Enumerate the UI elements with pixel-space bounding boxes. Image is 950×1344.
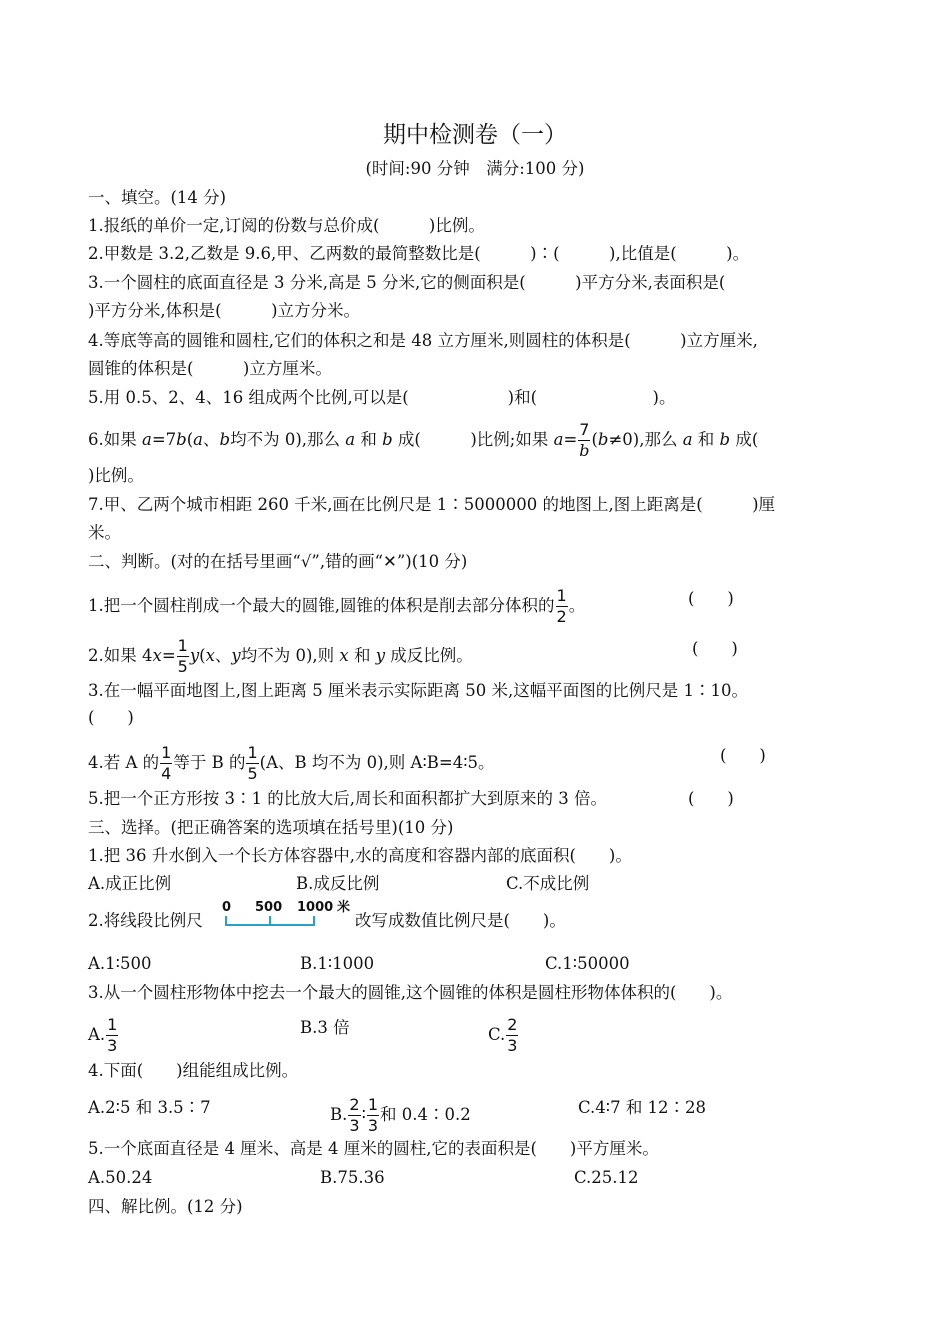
s3-q4-option-b[interactable]: B. $\frac{2}{3}$ ∶ $\frac{1}{3}$ 和 0.4∶0.2 bbox=[330, 1095, 471, 1135]
s1-question-7-line1: 7.甲、乙两个城市相距 260 千米,画在比例尺是 1∶5000000 的地图上,图上距离是( )厘 bbox=[88, 495, 776, 514]
s3-q2-option-c[interactable]: C.1∶50000 bbox=[545, 954, 630, 973]
page-title: 期中检测卷（一） bbox=[383, 122, 567, 148]
s3-q4-option-a[interactable]: A.2∶5 和 3.5∶7 bbox=[88, 1098, 211, 1117]
s2-question-2: 2.如果 4x= $\frac{1}{5}$ y(x、y均不为 0),则 x 和 y 成反比例。 bbox=[88, 636, 473, 676]
scale-label-500: 500 bbox=[255, 900, 283, 915]
s3-q2-option-b[interactable]: B.1∶1000 bbox=[300, 954, 375, 973]
s1-question-3-line2: )平方分米,体积是( )立方分米。 bbox=[88, 301, 361, 320]
section3-heading: 三、选择。(把正确答案的选项填在括号里)(10 分) bbox=[88, 818, 454, 837]
s2-question-1: 1.把一个圆柱削成一个最大的圆锥,圆锥的体积是削去部分体积的 $\frac{1}{2}$ 。 bbox=[88, 586, 586, 626]
s1-question-1: 1.报纸的单价一定,订阅的份数与总价成( )比例。 bbox=[88, 216, 485, 235]
s3-question-2-end: 改写成数值比例尺是( )。 bbox=[355, 911, 566, 930]
fraction-1-over-5: $\frac{1}{5}$ bbox=[247, 743, 258, 783]
fraction-1-over-2: $\frac{1}{2}$ bbox=[556, 586, 567, 626]
s1-question-4-line2: 圆锥的体积是( )立方厘米。 bbox=[88, 359, 332, 378]
s2-question-4: 4.若 A 的 $\frac{1}{4}$ 等于 B 的 $\frac{1}{5}$ (A、B 均不为 0),则 A∶B=4∶5。 bbox=[88, 743, 495, 783]
section4-heading: 四、解比例。(12 分) bbox=[88, 1197, 243, 1216]
s3-q1-option-c[interactable]: C.不成比例 bbox=[506, 874, 590, 893]
s3-q1-option-b[interactable]: B.成反比例 bbox=[296, 874, 380, 893]
fraction-1-over-5: $\frac{1}{5}$ bbox=[177, 636, 188, 676]
s3-q5-option-b[interactable]: B.75.36 bbox=[320, 1168, 385, 1187]
s2-answer-paren-3[interactable]: ( ) bbox=[88, 708, 134, 727]
s2-answer-paren-1[interactable]: ( ) bbox=[688, 589, 734, 608]
s3-question-2-start: 2.将线段比例尺 bbox=[88, 911, 203, 930]
s1-question-7-line2: 米。 bbox=[88, 523, 121, 542]
s3-q1-option-a[interactable]: A.成正比例 bbox=[88, 874, 172, 893]
fraction-1-over-3: $\frac{1}{3}$ bbox=[107, 1015, 118, 1055]
fraction-2-over-3: $\frac{2}{3}$ bbox=[349, 1095, 360, 1135]
section2-heading: 二、判断。(对的在括号里画“√”,错的画“✕”)(10 分) bbox=[88, 552, 468, 571]
fraction-7-over-b: $\frac{7}{b}$ bbox=[579, 420, 590, 460]
exam-subtitle: (时间:90 分钟 满分:100 分) bbox=[365, 159, 585, 178]
s2-question-5: 5.把一个正方形按 3∶1 的比放大后,周长和面积都扩大到原来的 3 倍。 bbox=[88, 789, 607, 808]
s2-answer-paren-2[interactable]: ( ) bbox=[692, 639, 738, 658]
s1-question-3-line1: 3.一个圆柱的底面直径是 3 分米,高是 5 分米,它的侧面积是( )平方分米,表面积是( bbox=[88, 273, 726, 292]
section1-heading: 一、填空。(14 分) bbox=[88, 188, 227, 207]
fraction-2-over-3: $\frac{2}{3}$ bbox=[507, 1015, 518, 1055]
s3-q2-option-a[interactable]: A.1∶500 bbox=[88, 954, 152, 973]
s3-question-5: 5.一个底面直径是 4 厘米、高是 4 厘米的圆柱,它的表面积是( )平方厘米。 bbox=[88, 1139, 659, 1158]
s3-q3-option-c[interactable]: C. $\frac{2}{3}$ bbox=[488, 1015, 518, 1055]
s3-q5-option-a[interactable]: A.50.24 bbox=[88, 1168, 153, 1187]
scale-label-unit: 米 bbox=[337, 900, 351, 915]
scale-bar-line bbox=[226, 916, 314, 925]
s2-answer-paren-5[interactable]: ( ) bbox=[688, 789, 734, 808]
scale-label-1000: 1000 bbox=[297, 900, 334, 915]
s1-question-4-line1: 4.等底等高的圆锥和圆柱,它们的体积之和是 48 立方厘米,则圆柱的体积是( )立方厘米, bbox=[88, 331, 758, 350]
s3-question-3: 3.从一个圆柱形物体中挖去一个最大的圆锥,这个圆锥的体积是圆柱形物体体积的( )。 bbox=[88, 983, 733, 1002]
fraction-1-over-4: $\frac{1}{4}$ bbox=[161, 743, 172, 783]
s3-q4-option-c[interactable]: C.4∶7 和 12∶28 bbox=[578, 1098, 707, 1117]
s3-question-4: 4.下面( )组能组成比例。 bbox=[88, 1061, 299, 1080]
fraction-1-over-3: $\frac{1}{3}$ bbox=[367, 1095, 379, 1135]
s1-question-6: 6.如果 a=7b(a、b均不为 0),那么 a 和 b 成( )比例;如果 a= $\frac{7}{b}$ (b≠0),那么 a 和 b 成( bbox=[88, 420, 759, 460]
scale-label-0: 0 bbox=[222, 900, 232, 915]
s3-q5-option-c[interactable]: C.25.12 bbox=[574, 1168, 639, 1187]
s3-q3-option-b[interactable]: B.3 倍 bbox=[300, 1018, 350, 1037]
s1-question-5: 5.用 0.5、2、4、16 组成两个比例,可以是( )和( )。 bbox=[88, 388, 676, 407]
s2-question-3: 3.在一幅平面地图上,图上距离 5 厘米表示实际距离 50 米,这幅平面图的比例尺是 1∶10。 bbox=[88, 681, 748, 700]
s3-question-1: 1.把 36 升水倒入一个长方体容器中,水的高度和容器内部的底面积( )。 bbox=[88, 846, 632, 865]
line-segment-scale bbox=[215, 896, 360, 932]
s2-answer-paren-4[interactable]: ( ) bbox=[720, 746, 766, 765]
s1-question-6-tail: )比例。 bbox=[88, 466, 144, 485]
s3-q3-option-a[interactable]: A. $\frac{1}{3}$ bbox=[88, 1015, 118, 1055]
s1-question-2: 2.甲数是 3.2,乙数是 9.6,甲、乙两数的最简整数比是( )∶( ),比值是( )。 bbox=[88, 244, 750, 263]
